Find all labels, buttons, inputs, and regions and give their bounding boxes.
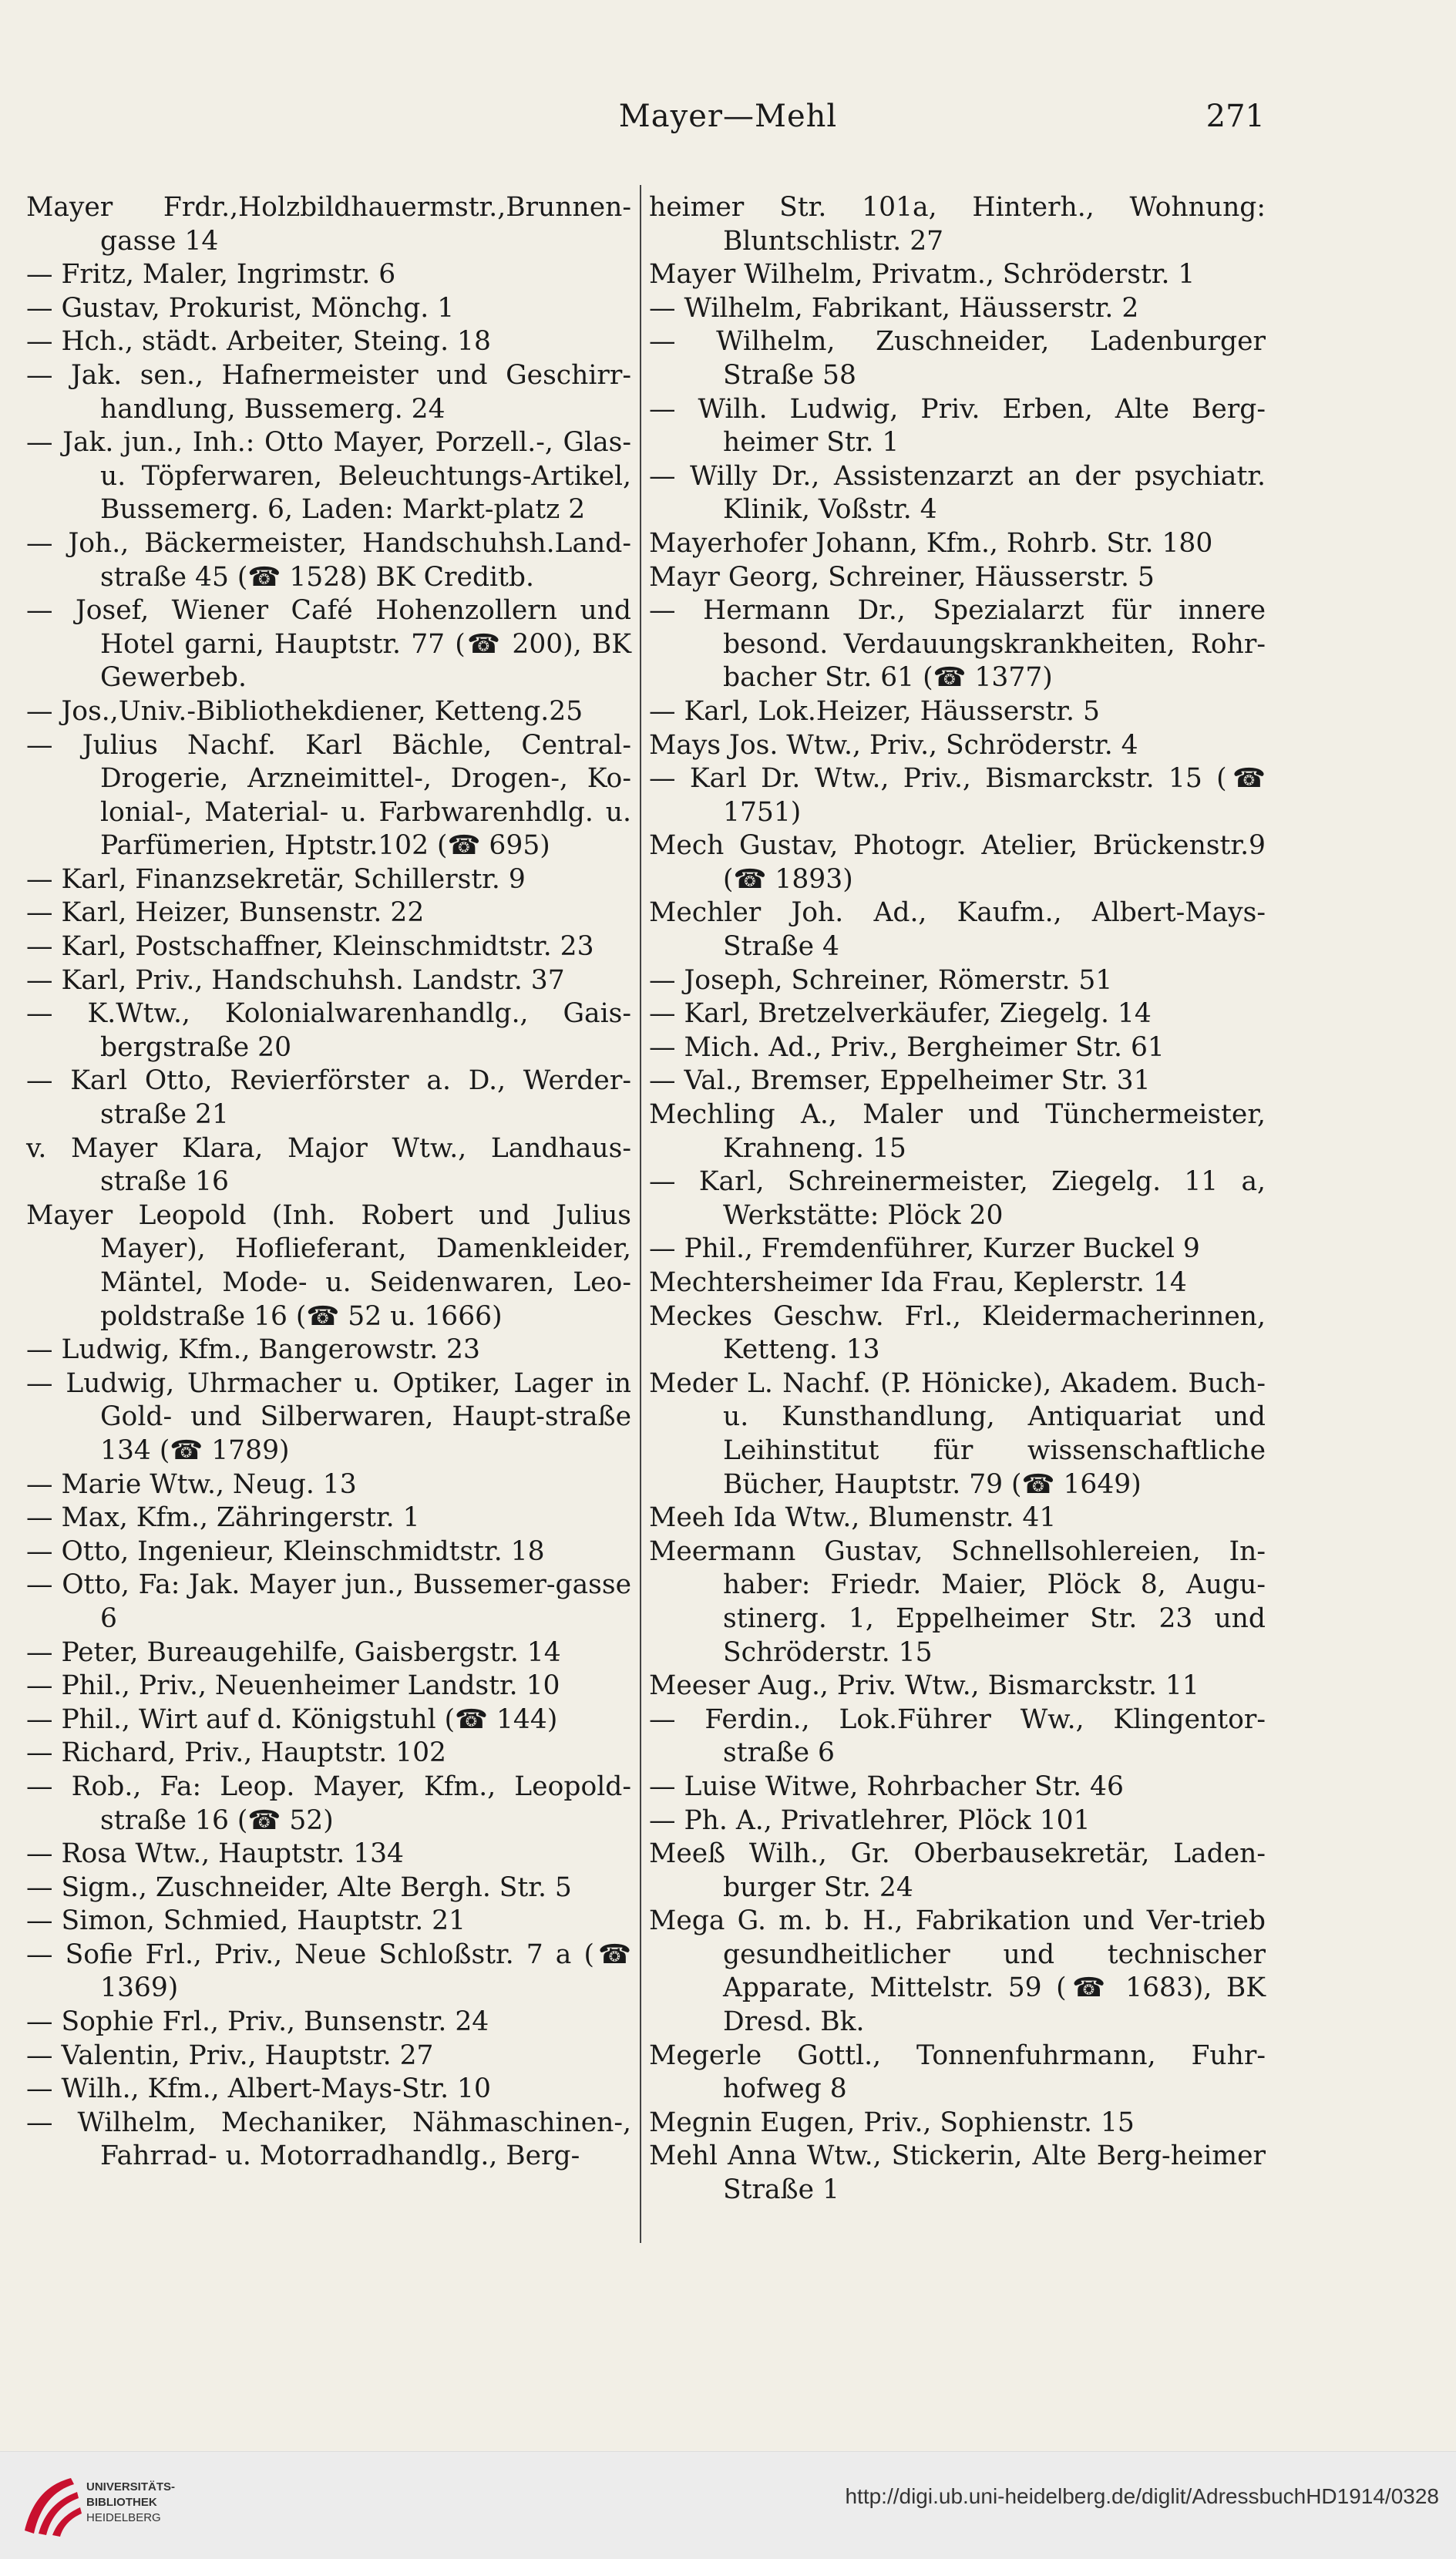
directory-entry: — Jak. jun., Inh.: Otto Mayer, Porzell.-, Glas- u. Töpferwaren, Beleuchtungs-Artikel, Bussemerg. 6, Laden: Markt-platz 2	[26, 427, 631, 526]
directory-entry: heimer Str. 101a, Hinterh., Wohnung: Bluntschlistr. 27	[649, 192, 1266, 257]
directory-entry: — Luise Witwe, Rohrbacher Str. 46	[649, 1770, 1124, 1802]
directory-entry: — Hermann Dr., Spezialarzt für innere besond. Verdauungskrankheiten, Rohr-bacher Str. 61 (☎ 1377)	[649, 595, 1266, 694]
directory-entry: — K.Wtw., Kolonialwarenhandlg., Gais-bergstraße 20	[26, 998, 631, 1063]
directory-entry: — Val., Bremser, Eppelheimer Str. 31	[649, 1065, 1151, 1097]
right-column	[649, 191, 1266, 2208]
directory-entry: Mayer Frdr.,Holzbildhauermstr.,Brunnen-gasse 14	[26, 192, 631, 257]
library-name-line1: UNIVERSITÄTS-	[86, 2480, 176, 2493]
directory-entry: Meeh Ida Wtw., Blumenstr. 41	[649, 1502, 1057, 1534]
left-column	[26, 191, 631, 2174]
directory-entry: — Phil., Wirt auf d. Königstuhl (☎ 144)	[26, 1703, 558, 1735]
directory-entry: Mechtersheimer Ida Frau, Keplerstr. 14	[649, 1267, 1187, 1298]
directory-entry: Meeser Aug., Priv. Wtw., Bismarckstr. 11	[649, 1670, 1199, 1702]
directory-entry: — Gustav, Prokurist, Mönchg. 1	[26, 292, 455, 324]
directory-entry: — Wilh. Ludwig, Priv. Erben, Alte Berg-heimer Str. 1	[649, 393, 1266, 459]
directory-entry: — Julius Nachf. Karl Bächle, Central-Drogerie, Arzneimittel-, Drogen-, Ko-lonial-, Material- u. Farbwarenhdlg. u. Parfümerien, Hptstr.102 (☎ 695)	[26, 729, 631, 862]
directory-entry: — Rosa Wtw., Hauptstr. 134	[26, 1838, 404, 1870]
directory-entry: — Ludwig, Uhrmacher u. Optiker, Lager in Gold- und Silberwaren, Haupt-straße 134 (☎ 1789)	[26, 1367, 631, 1466]
directory-entry: — Ph. A., Privatlehrer, Plöck 101	[649, 1804, 1091, 1836]
directory-entry: — Jak. sen., Hafnermeister und Geschirr-handlung, Bussemerg. 24	[26, 359, 631, 425]
directory-entry: — Karl, Heizer, Bunsenstr. 22	[26, 897, 425, 929]
directory-entry: Mayr Georg, Schreiner, Häusserstr. 5	[649, 561, 1155, 593]
directory-entry: — Josef, Wiener Café Hohenzollern und Hotel garni, Hauptstr. 77 (☎ 200), BK Gewerbeb.	[26, 595, 631, 694]
university-library-logo-icon	[17, 2469, 90, 2542]
directory-entry: — Max, Kfm., Zähringerstr. 1	[26, 1502, 420, 1534]
directory-entry: — Karl, Bretzelverkäufer, Ziegelg. 14	[649, 998, 1152, 1030]
directory-entry: Megnin Eugen, Priv., Sophienstr. 15	[649, 2107, 1135, 2138]
directory-entry: — Karl, Finanzsekretär, Schillerstr. 9	[26, 863, 526, 895]
directory-entry: — Karl Dr. Wtw., Priv., Bismarckstr. 15 (☎ 1751)	[649, 763, 1266, 828]
directory-entry: Mayer Wilhelm, Privatm., Schröderstr. 1	[649, 259, 1195, 291]
directory-entry: — Karl, Postschaffner, Kleinschmidtstr. 23	[26, 931, 594, 963]
directory-entry: Mayer Leopold (Inh. Robert und Julius Mayer), Hoflieferant, Damenkleider, Mäntel, Mode- u. Seidenwaren, Leo-poldstraße 16 (☎ 52 u. 1666)	[26, 1199, 631, 1332]
directory-entry: — Otto, Fa: Jak. Mayer jun., Bussemer-gasse 6	[26, 1569, 631, 1634]
directory-entry: Mehl Anna Wtw., Stickerin, Alte Berg-heimer Straße 1	[649, 2140, 1266, 2206]
running-title: Mayer—Mehl	[618, 99, 838, 134]
directory-entry: — Valentin, Priv., Hauptstr. 27	[26, 2039, 434, 2071]
directory-entry: — Otto, Ingenieur, Kleinschmidtstr. 18	[26, 1535, 545, 1567]
directory-entry: — Hch., städt. Arbeiter, Steing. 18	[26, 326, 491, 358]
directory-entry: — Joseph, Schreiner, Römerstr. 51	[649, 964, 1113, 996]
directory-entry: Meckes Geschw. Frl., Kleidermacherinnen, Ketteng. 13	[649, 1300, 1266, 1366]
directory-entry: — Joh., Bäckermeister, Handschuhsh.Land-straße 45 (☎ 1528) BK Creditb.	[26, 527, 631, 593]
directory-entry: Mech Gustav, Photogr. Atelier, Brückenstr.9 (☎ 1893)	[649, 830, 1266, 895]
directory-entry: — Peter, Bureaugehilfe, Gaisbergstr. 14	[26, 1636, 561, 1668]
directory-entry: — Phil., Priv., Neuenheimer Landstr. 10	[26, 1670, 560, 1702]
directory-entry: Meermann Gustav, Schnellsohlereien, In-haber: Friedr. Maier, Plöck 8, Augu-stinerg. 1, Eppelheimer Str. 23 und Schröderstr. 15	[649, 1535, 1266, 1668]
column-divider	[640, 185, 641, 2243]
directory-entry: — Fritz, Maler, Ingrimstr. 6	[26, 259, 396, 291]
footer-bar	[0, 2451, 1456, 2559]
directory-entry: — Karl Otto, Revierförster a. D., Werder-straße 21	[26, 1065, 631, 1131]
directory-entry: Meder L. Nachf. (P. Hönicke), Akadem. Buch- u. Kunsthandlung, Antiquariat und Leihinstitut für wissenschaftliche Bücher, Hauptstr. 79 (☎ 1649)	[649, 1367, 1266, 1500]
directory-entry: — Wilhelm, Fabrikant, Häusserstr. 2	[649, 292, 1139, 324]
page-header	[0, 99, 1456, 145]
source-url-link[interactable]: http://digi.ub.uni-heidelberg.de/diglit/AdressbuchHD1914/0328	[845, 2484, 1439, 2508]
directory-entry: — Mich. Ad., Priv., Bergheimer Str. 61	[649, 1031, 1165, 1063]
directory-entry: — Wilhelm, Zuschneider, Ladenburger Straße 58	[649, 326, 1266, 391]
directory-entry: — Sofie Frl., Priv., Neue Schloßstr. 7 a (☎ 1369)	[26, 1939, 631, 2004]
directory-entry: — Richard, Priv., Hauptstr. 102	[26, 1737, 447, 1769]
directory-entry: Mechler Joh. Ad., Kaufm., Albert-Mays-Straße 4	[649, 897, 1266, 963]
library-name-line3: HEIDELBERG	[86, 2511, 161, 2524]
directory-entry: — Karl, Priv., Handschuhsh. Landstr. 37	[26, 964, 565, 996]
directory-entry: Mays Jos. Wtw., Priv., Schröderstr. 4	[649, 729, 1138, 761]
directory-entry: Mayerhofer Johann, Kfm., Rohrb. Str. 180	[649, 527, 1213, 559]
directory-entry: — Marie Wtw., Neug. 13	[26, 1468, 357, 1500]
directory-entry: — Ferdin., Lok.Führer Ww., Klingentor-straße 6	[649, 1703, 1266, 1769]
directory-entry: v. Mayer Klara, Major Wtw., Landhaus-straße 16	[26, 1132, 631, 1198]
directory-entry: — Willy Dr., Assistenzarzt an der psychiatr. Klinik, Voßstr. 4	[649, 460, 1266, 526]
library-name	[86, 2480, 175, 2526]
directory-entry: Megerle Gottl., Tonnenfuhrmann, Fuhr-hofweg 8	[649, 2039, 1266, 2105]
directory-entry: — Wilhelm, Mechaniker, Nähmaschinen-, Fahrrad- u. Motorradhandlg., Berg-	[26, 2107, 631, 2172]
page-number: 271	[1205, 99, 1265, 134]
directory-entry: — Rob., Fa: Leop. Mayer, Kfm., Leopold-straße 16 (☎ 52)	[26, 1770, 631, 1836]
directory-entry: Meeß Wilh., Gr. Oberbausekretär, Laden-burger Str. 24	[649, 1838, 1266, 1903]
directory-entry: — Jos.,Univ.-Bibliothekdiener, Ketteng.25	[26, 695, 583, 727]
directory-entry: Mega G. m. b. H., Fabrikation und Ver-trieb gesundheitlicher und technischer Apparate, Mittelstr. 59 (☎ 1683), BK Dresd. Bk.	[649, 1905, 1266, 2038]
directory-entry: — Ludwig, Kfm., Bangerowstr. 23	[26, 1334, 480, 1366]
directory-entry: — Sophie Frl., Priv., Bunsenstr. 24	[26, 2006, 489, 2038]
directory-entry: — Karl, Schreinermeister, Ziegelg. 11 a, Werkstätte: Plöck 20	[649, 1166, 1266, 1231]
library-name-line2: BIBLIOTHEK	[86, 2496, 157, 2509]
directory-entry: Mechling A., Maler und Tünchermeister, Krahneng. 15	[649, 1099, 1266, 1164]
directory-entry: — Wilh., Kfm., Albert-Mays-Str. 10	[26, 2073, 491, 2105]
directory-entry: — Simon, Schmied, Hauptstr. 21	[26, 1905, 466, 1937]
directory-entry: — Phil., Fremdenführer, Kurzer Buckel 9	[649, 1233, 1200, 1265]
directory-entry: — Karl, Lok.Heizer, Häusserstr. 5	[649, 695, 1100, 727]
directory-entry: — Sigm., Zuschneider, Alte Bergh. Str. 5	[26, 1871, 572, 1903]
